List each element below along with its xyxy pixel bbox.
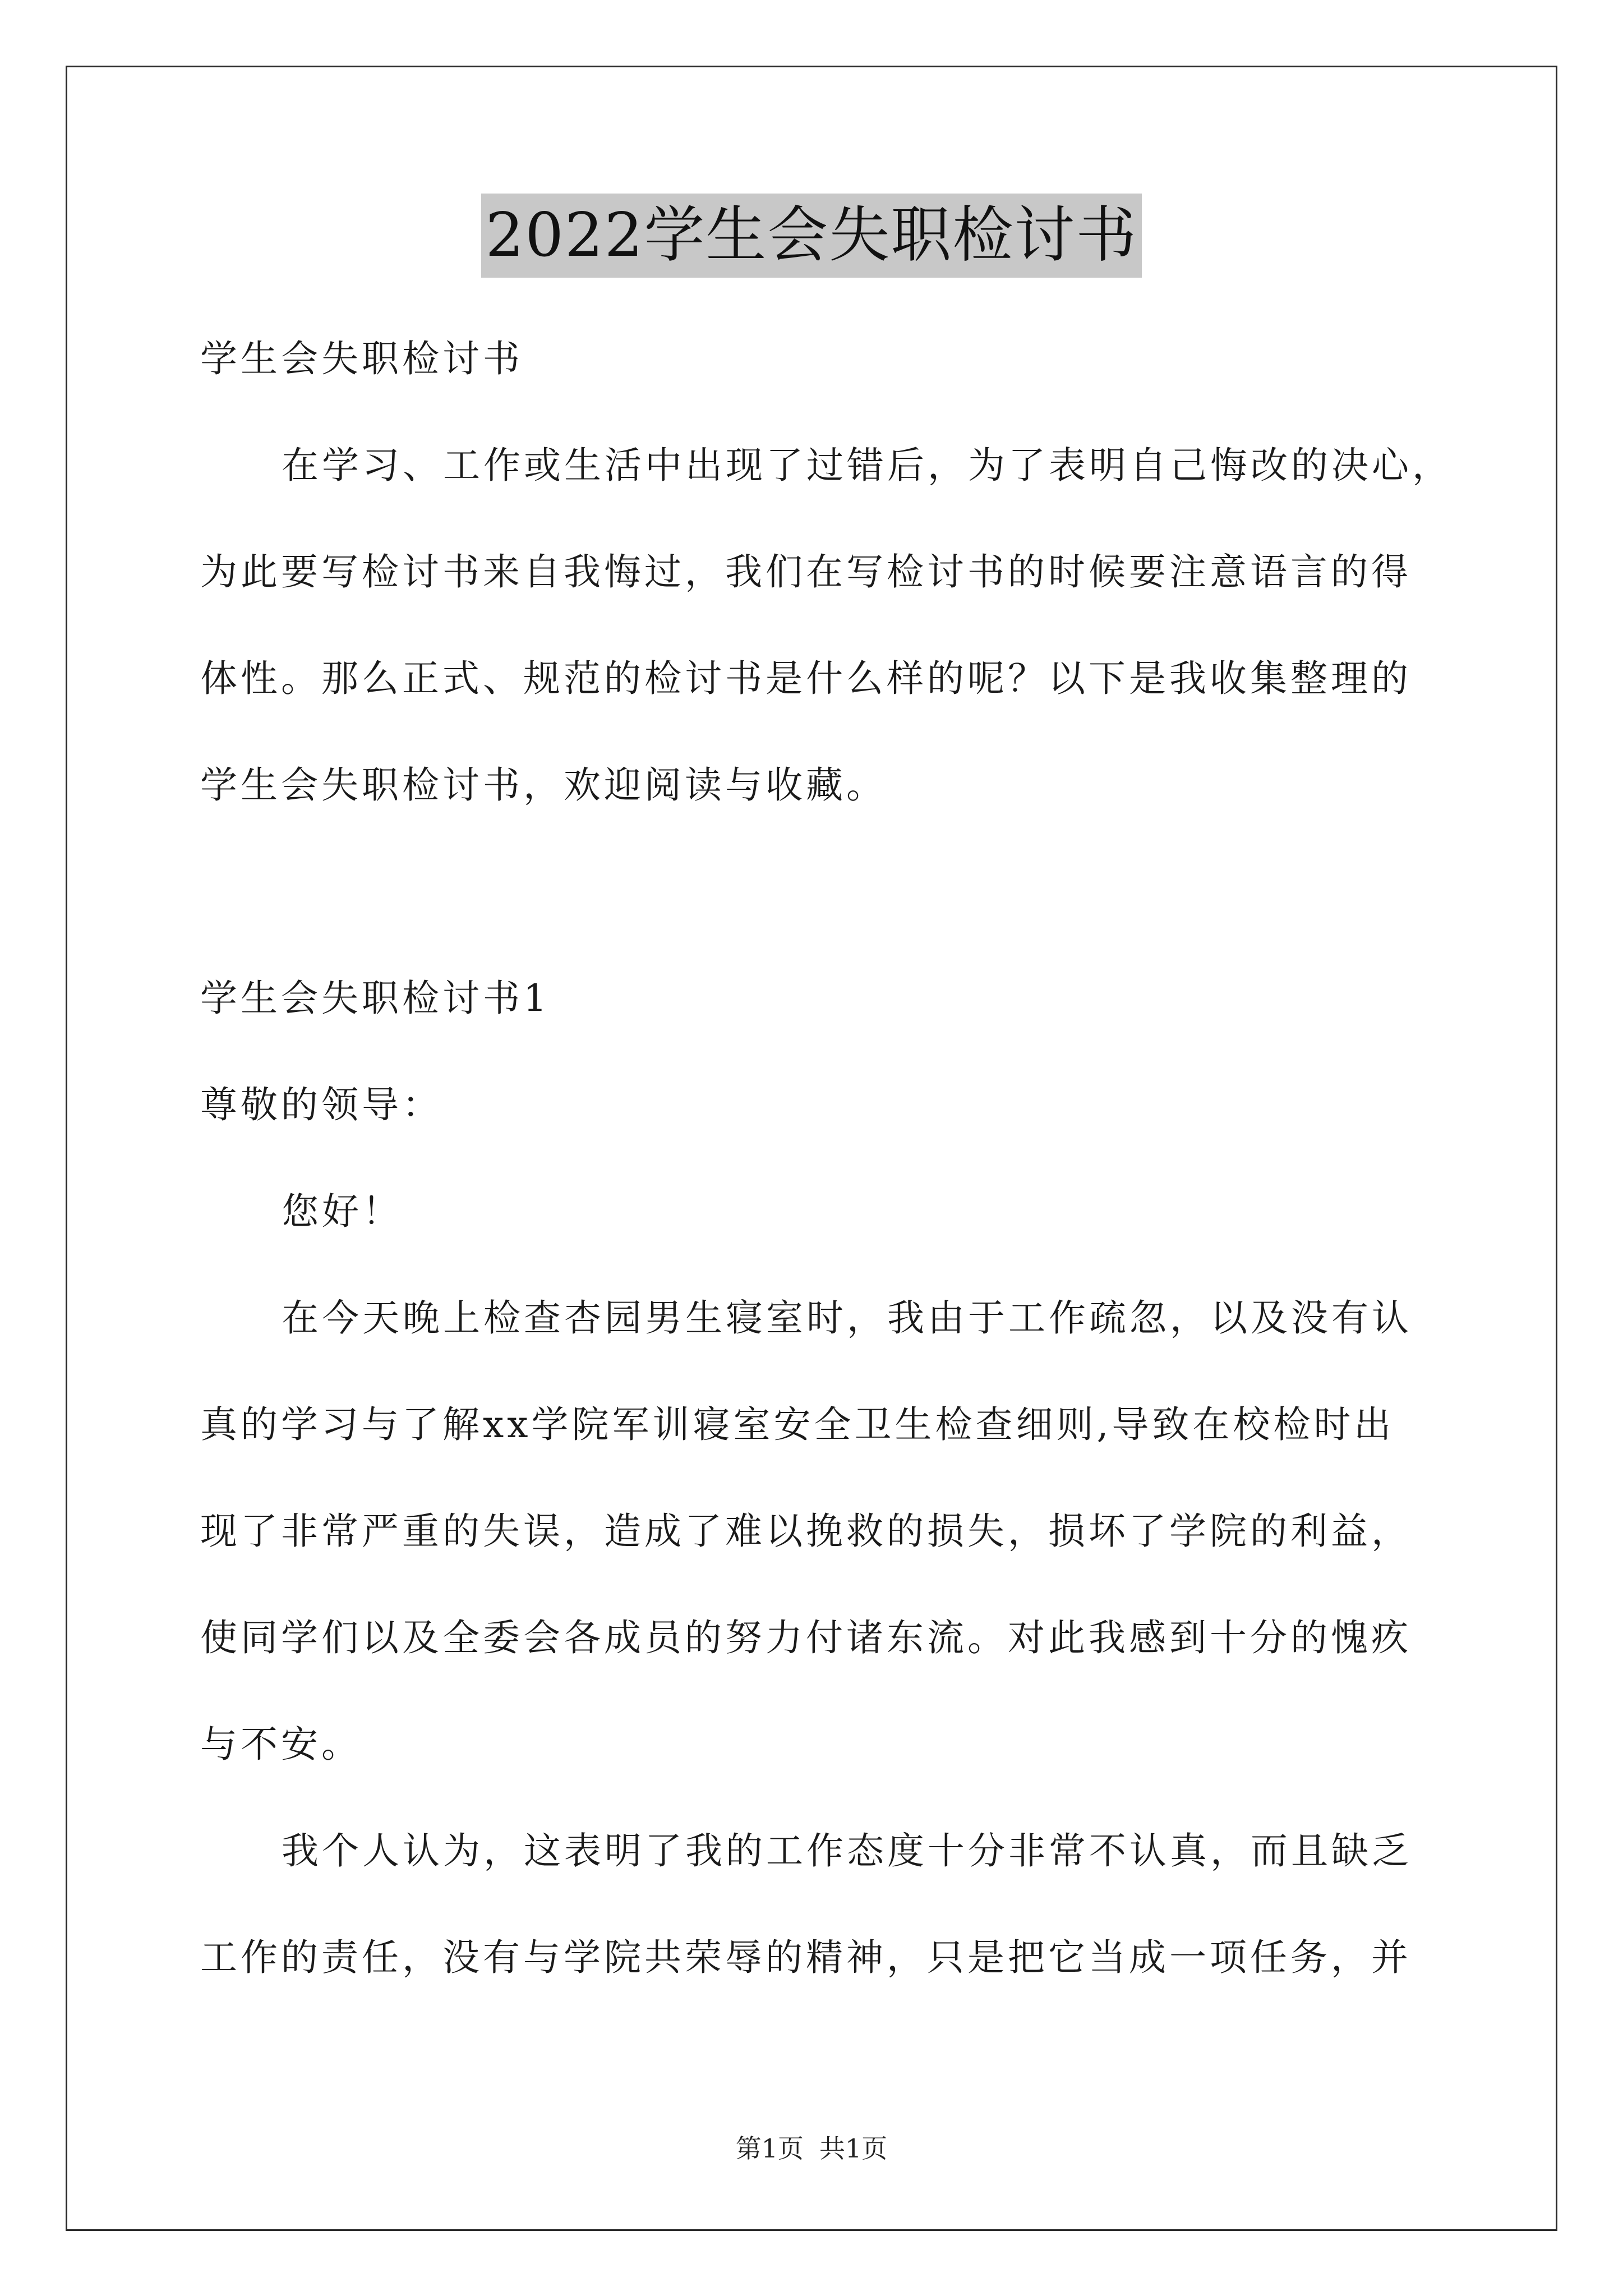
paragraph-gap: [200, 839, 1445, 945]
section-heading: 学生会失职检讨书: [200, 337, 523, 380]
body-paragraph-line: 我个人认为，这表明了我的工作态度十分非常不认真，而且缺乏: [282, 1829, 1412, 1872]
intro-paragraph-line: 体性。那么正式、规范的检讨书是什么样的呢？以下是我收集整理的: [200, 657, 1412, 700]
document-body: [200, 306, 1453, 2011]
body-paragraph-line: 真的学习与了解xx学院军训寝室安全卫生检查细则,导致在校检时出: [200, 1403, 1395, 1446]
letter-heading: 学生会失职检讨书1: [200, 977, 550, 1020]
body-paragraph-line: 现了非常严重的失误，造成了难以挽救的损失，损坏了学院的利益，: [200, 1510, 1412, 1553]
body-paragraph-line: 工作的责任，没有与学院共荣辱的精神，只是把它当成一项任务，并: [200, 1936, 1412, 1979]
page-number-current: 第1页: [735, 2133, 804, 2164]
greeting: 您好！: [282, 1190, 403, 1233]
body-paragraph-line: 在今天晚上检查杏园男生寝室时，我由于工作疏忽，以及没有认: [282, 1296, 1412, 1340]
title-container: [0, 194, 1623, 278]
page-footer: [0, 2132, 1623, 2165]
intro-paragraph-line: 学生会失职检讨书，欢迎阅读与收藏。: [200, 763, 887, 807]
document-title: 2022学生会失职检讨书: [481, 194, 1142, 278]
body-paragraph-line: 与不安。: [200, 1723, 362, 1766]
intro-paragraph-line: 在学习、工作或生活中出现了过错后，为了表明自己悔改的决心，: [282, 444, 1453, 487]
intro-paragraph-line: 为此要写检讨书来自我悔过，我们在写检讨书的时候要注意语言的得: [200, 550, 1412, 593]
page-number-total: 共1页: [819, 2133, 888, 2164]
body-paragraph-line: 使同学们以及全委会各成员的努力付诸东流。对此我感到十分的愧疚: [200, 1616, 1412, 1659]
salutation: 尊敬的领导：: [200, 1083, 442, 1126]
